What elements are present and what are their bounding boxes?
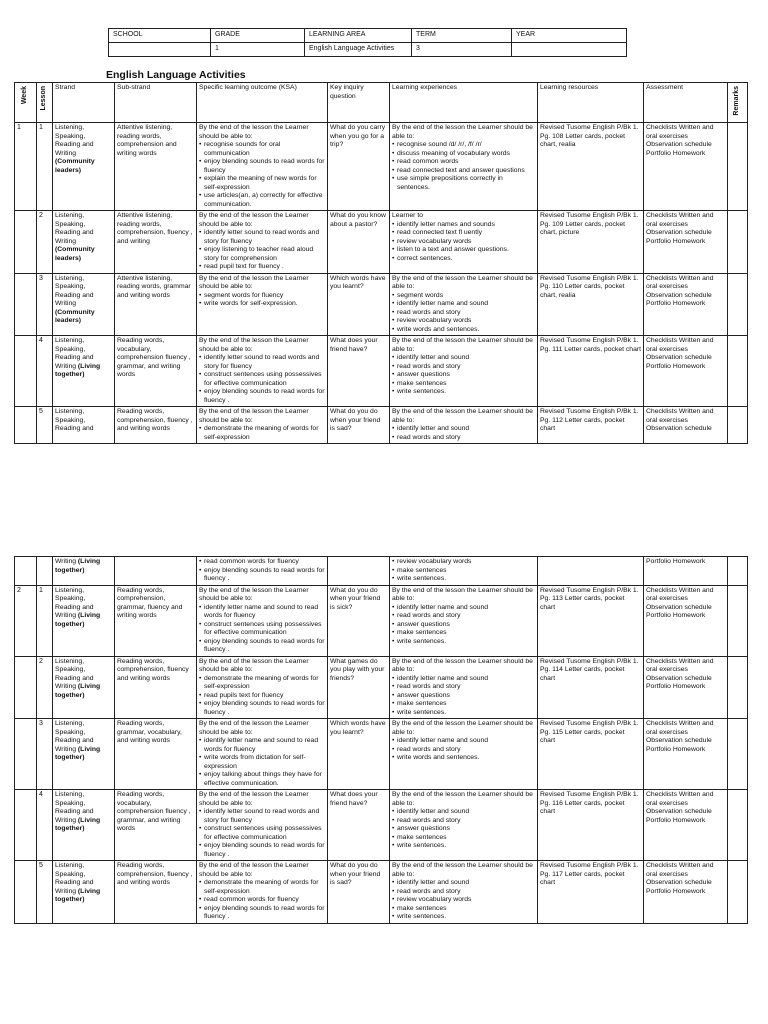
bullet-item: • read words and story <box>392 817 535 826</box>
column-header-row <box>15 83 748 123</box>
experiences-intro: By the end of the lesson the Learner should be able to: <box>392 124 533 140</box>
remarks-cell <box>728 585 748 656</box>
bullet-item: • identify letter name and sound <box>392 300 535 309</box>
bullet-item: • write words from dictation for self-expression <box>199 754 325 771</box>
resources-cell: Revised Tusome English P/Bk 1. Pg. 111 Letter cards, pocket chart <box>538 336 644 407</box>
substrand-header: Sub-strand <box>115 83 197 123</box>
bullet-item: • write sentences. <box>392 388 535 397</box>
outcome-list <box>199 808 325 859</box>
outcome-list <box>199 604 325 655</box>
bullet-item: • review vocabulary words <box>392 317 535 326</box>
assessment-cell: Checklists Written and oral exercises Observation schedule Portfolio Homework <box>644 336 728 407</box>
experiences-list <box>392 558 535 584</box>
remarks-cell <box>728 211 748 274</box>
bullet-item: • answer questions <box>392 371 535 380</box>
strand-cell <box>53 557 115 586</box>
theme-text: (Living together) <box>55 683 101 699</box>
lesson-row <box>15 861 748 924</box>
experiences-intro: By the end of the lesson the Learner should be able to: <box>392 337 533 353</box>
bullet-item: • read words and story <box>392 612 535 621</box>
remarks-cell <box>728 336 748 407</box>
resources-cell: Revised Tusome English P/Bk 1. Pg. 110 Letter cards, pocket chart, realia <box>538 273 644 336</box>
meta-grade-label: GRADE <box>211 29 305 43</box>
bullet-item: • discuss meaning of vocabulary words <box>392 150 535 159</box>
resources-cell: Revised Tusome English P/Bk 1. Pg. 117 Letter cards, pocket chart <box>538 861 644 924</box>
bullet-item: • identify letter sound to read words and story for fluency <box>199 229 325 246</box>
week-cell <box>15 656 37 719</box>
bullet-item: • explain the meaning of new words for self-expression <box>199 175 325 192</box>
bullet-item: • make sentences <box>392 629 535 638</box>
bullet-item: • enjoy blending sounds to read words for fluency . <box>199 905 325 922</box>
outcome-cell <box>197 407 328 444</box>
bullet-item: • enjoy blending sounds to read words for fluency . <box>199 700 325 717</box>
page-gap <box>0 536 768 548</box>
substrand-cell: Reading words, vocabulary, comprehension fluency , grammar, and writing words <box>115 790 197 861</box>
outcome-intro: By the end of the lesson the Learner should be able to: <box>199 586 309 602</box>
strand-cell <box>53 336 115 407</box>
lesson-row <box>15 407 748 444</box>
strand-cell <box>53 407 115 444</box>
strand-cell <box>53 656 115 719</box>
bullet-item: • construct sentences using possessives for effective communication <box>199 371 325 388</box>
experiences-intro: By the end of the lesson the Learner should be able to: <box>392 657 533 673</box>
question-cell: What do you do when your friend is sick? <box>328 585 390 656</box>
remarks-header <box>728 83 748 123</box>
lesson-row <box>15 273 748 336</box>
bullet-item: • construct sentences using possessives for effective communication <box>199 825 325 842</box>
bullet-item: • read words and story <box>392 309 535 318</box>
resources-cell: Revised Tusome English P/Bk 1. Pg. 113 Letter cards, pocket chart <box>538 585 644 656</box>
outcome-intro: By the end of the lesson the Learner should be able to: <box>199 408 309 424</box>
theme-text: (Community leaders) <box>55 308 95 324</box>
substrand-cell: Attentive listening, reading words, comprehension and writing words <box>115 123 197 211</box>
question-cell: What do you do when your friend is sad? <box>328 407 390 444</box>
resources-cell <box>538 557 644 586</box>
bullet-item: • identify letter name and sound to read words for fluency <box>199 604 325 621</box>
bullet-item: • identify letter name and sound <box>392 604 535 613</box>
resources-header: Learning resources <box>538 83 644 123</box>
experiences-list <box>392 141 535 192</box>
outcome-cell <box>197 719 328 790</box>
question-cell: What do you know about a pastor? <box>328 211 390 274</box>
substrand-cell: Reading words, comprehension, grammar, fluency and writing words <box>115 585 197 656</box>
remarks-header-label: Remarks <box>733 86 741 116</box>
page-2-body <box>15 557 748 924</box>
experiences-cell <box>390 407 538 444</box>
strand-text: Listening, Speaking, Reading and Writing <box>55 791 94 824</box>
lesson-header-label: Lesson <box>40 86 48 111</box>
theme-text: (Living together) <box>55 558 101 574</box>
remarks-cell <box>728 861 748 924</box>
bullet-item: • demonstrate the meaning of words for self-expression <box>199 425 325 442</box>
week-cell <box>15 273 37 336</box>
strand-cell <box>53 861 115 924</box>
resources-cell: Revised Tusome English P/Bk 1. Pg. 108 Letter cards, pocket chart, realia <box>538 123 644 211</box>
experiences-cell <box>390 719 538 790</box>
bullet-item: • make sentences <box>392 700 535 709</box>
lesson-cell: 1 <box>37 123 53 211</box>
assessment-cell: Checklists Written and oral exercises Observation schedule Portfolio Homework <box>644 790 728 861</box>
strand-cell <box>53 273 115 336</box>
question-cell: What does your friend have? <box>328 790 390 861</box>
bullet-item: • construct sentences using possessives for effective communication <box>199 621 325 638</box>
strand-cell <box>53 585 115 656</box>
bullet-item: • enjoy blending sounds to read words for fluency . <box>199 638 325 655</box>
bullet-item: • segment words for fluency <box>199 292 325 301</box>
strand-text: Writing <box>55 558 77 565</box>
lesson-cell: 3 <box>37 273 53 336</box>
bullet-item: • read words and story <box>392 888 535 897</box>
strand-text: Listening, Speaking, Reading and Writing <box>55 274 94 307</box>
strand-cell <box>53 123 115 211</box>
experiences-intro: By the end of the lesson the Learner should be able to: <box>392 791 533 807</box>
experiences-list <box>392 354 535 397</box>
bullet-item: • review vocabulary words <box>392 558 535 567</box>
bullet-item: • segment words <box>392 292 535 301</box>
bullet-item: • recognise sounds for oral communication <box>199 141 325 158</box>
experiences-list <box>392 221 535 264</box>
outcome-cell <box>197 861 328 924</box>
week-cell <box>15 719 37 790</box>
bullet-item: • make sentences <box>392 905 535 914</box>
assessment-cell: Checklists Written and oral exercises Observation schedule Portfolio Homework <box>644 273 728 336</box>
bullet-item: • read connected text and answer questions <box>392 167 535 176</box>
bullet-item: • use simple prepositions correctly in sentences. <box>392 175 535 192</box>
experiences-intro: By the end of the lesson the Learner should be able to: <box>392 408 533 424</box>
lesson-row <box>15 790 748 861</box>
experiences-list <box>392 808 535 851</box>
outcome-list <box>199 558 325 584</box>
assessment-cell: Checklists Written and oral exercises Observation schedule Portfolio Homework <box>644 719 728 790</box>
meta-term-value: 3 <box>412 43 512 57</box>
lesson-row <box>15 585 748 656</box>
lesson-row <box>15 557 748 586</box>
bullet-item: • write words and sentences. <box>392 754 535 763</box>
strand-text: Listening, Speaking, Reading and <box>55 408 94 432</box>
outcome-intro: By the end of the lesson the Learner should be able to: <box>199 124 309 140</box>
meta-learning-area-value: English Language Activities <box>305 43 412 57</box>
outcome-cell <box>197 123 328 211</box>
bullet-item: • identify letter sound to read words and story for fluency <box>199 808 325 825</box>
bullet-item: • identify letter name and sound to read words for fluency <box>199 737 325 754</box>
bullet-item: • identify letter and sound <box>392 354 535 363</box>
question-cell: What games do you play with your friends? <box>328 656 390 719</box>
bullet-item: • listen to a text and answer questions. <box>392 246 535 255</box>
experiences-list <box>392 425 535 442</box>
bullet-item: • write sentences. <box>392 913 535 922</box>
resources-cell: Revised Tusome English P/Bk 1. Pg. 116 Letter cards, pocket chart <box>538 790 644 861</box>
bullet-item: • read pupil text for fluency . <box>199 263 325 272</box>
outcome-list <box>199 879 325 922</box>
strand-cell <box>53 719 115 790</box>
bullet-item: • enjoy blending sounds to read words for fluency . <box>199 842 325 859</box>
bullet-item: • answer questions <box>392 621 535 630</box>
strand-text: Listening, Speaking, Reading and Writing <box>55 124 94 157</box>
experiences-intro: Learner to <box>392 212 423 219</box>
experiences-cell <box>390 656 538 719</box>
lesson-header <box>37 83 53 123</box>
bullet-item: • correct sentences. <box>392 255 535 264</box>
experiences-intro: By the end of the lesson the Learner should be able to: <box>392 586 533 602</box>
experiences-cell <box>390 861 538 924</box>
lesson-cell: 5 <box>37 407 53 444</box>
question-cell: What do you carry when you go for a trip? <box>328 123 390 211</box>
bullet-item: • use articles(an, a) correctly for effective communication. <box>199 192 325 209</box>
lesson-cell <box>37 557 53 586</box>
experiences-cell <box>390 585 538 656</box>
bullet-item: • read words and story <box>392 434 535 443</box>
bullet-item: • identify letter and sound <box>392 879 535 888</box>
bullet-item: • make sentences <box>392 380 535 389</box>
week-cell: 2 <box>15 585 37 656</box>
experiences-list <box>392 292 535 335</box>
bullet-item: • write sentences. <box>392 575 535 584</box>
bullet-item: • write sentences. <box>392 638 535 647</box>
assessment-cell: Portfolio Homework <box>644 557 728 586</box>
lesson-cell: 2 <box>37 211 53 274</box>
resources-cell: Revised Tusome English P/Bk 1. Pg. 114 Letter cards, pocket chart <box>538 656 644 719</box>
theme-text: (Living together) <box>55 816 101 832</box>
week-cell: 1 <box>15 123 37 211</box>
outcome-intro: By the end of the lesson the Learner should be able to: <box>199 212 309 228</box>
lesson-cell: 3 <box>37 719 53 790</box>
outcome-intro: By the end of the lesson the Learner should be able to: <box>199 862 309 878</box>
strand-text: Listening, Speaking, Reading and Writing <box>55 586 94 619</box>
bullet-item: • write sentences. <box>392 709 535 718</box>
lesson-cell: 4 <box>37 790 53 861</box>
bullet-item: • identify letter sound to read words and story for fluency <box>199 354 325 371</box>
bullet-item: • enjoy talking about things they have for effective communication. <box>199 771 325 788</box>
substrand-cell: Reading words, comprehension, fluency , and writing words <box>115 407 197 444</box>
bullet-item: • read common words for fluency <box>199 896 325 905</box>
meta-term-label: TERM <box>412 29 512 43</box>
outcome-cell <box>197 585 328 656</box>
week-cell <box>15 336 37 407</box>
outcome-cell <box>197 557 328 586</box>
bullet-item: • enjoy blending sounds to read words for fluency . <box>199 567 325 584</box>
bullet-item: • identify letter and sound <box>392 425 535 434</box>
question-cell: What does your friend have? <box>328 336 390 407</box>
meta-grade-value: 1 <box>211 43 305 57</box>
theme-text: (Living together) <box>55 745 101 761</box>
question-cell <box>328 557 390 586</box>
bullet-item: • answer questions <box>392 825 535 834</box>
bullet-item: • identify letter names and sounds <box>392 221 535 230</box>
bullet-item: • read common words for fluency <box>199 558 325 567</box>
resources-cell: Revised Tusome English P/Bk 1. Pg. 112 Letter cards, pocket chart <box>538 407 644 444</box>
remarks-cell <box>728 719 748 790</box>
question-header: Key inquiry question <box>328 83 390 123</box>
strand-text: Listening, Speaking, Reading and Writing <box>55 212 94 245</box>
week-cell <box>15 557 37 586</box>
experiences-cell <box>390 211 538 274</box>
lesson-row <box>15 211 748 274</box>
assessment-cell: Checklists Written and oral exercises Observation schedule Portfolio Homework <box>644 585 728 656</box>
theme-text: (Living together) <box>55 612 101 628</box>
bullet-item: • write words for self-expression. <box>199 300 325 309</box>
theme-text: (Community leaders) <box>55 246 95 262</box>
outcome-cell <box>197 336 328 407</box>
experiences-cell <box>390 336 538 407</box>
strand-cell <box>53 790 115 861</box>
question-cell: Which words have you learnt? <box>328 719 390 790</box>
outcome-intro: By the end of the lesson the Learner should be able to: <box>199 657 309 673</box>
scheme-table-page-1 <box>14 82 748 444</box>
outcome-list <box>199 737 325 788</box>
outcome-cell <box>197 273 328 336</box>
bullet-item: • review vocabulary words <box>392 238 535 247</box>
experiences-intro: By the end of the lesson the Learner should be able to: <box>392 720 533 736</box>
theme-text: (Living together) <box>55 362 101 378</box>
substrand-cell: Reading words, grammar, vocabulary, and writing words <box>115 719 197 790</box>
substrand-cell: Reading words, comprehension, fluency , and writing words <box>115 861 197 924</box>
outcome-header: Specific learning outcome (KSA) <box>197 83 328 123</box>
strand-cell <box>53 211 115 274</box>
bullet-item: • enjoy blending sounds to read words for fluency . <box>199 388 325 405</box>
substrand-cell: Attentive listening, reading words, grammar and writing words <box>115 273 197 336</box>
bullet-item: • answer questions <box>392 692 535 701</box>
week-cell <box>15 407 37 444</box>
strand-text: Listening, Speaking, Reading and Writing <box>55 337 94 370</box>
lesson-row <box>15 336 748 407</box>
strand-text: Listening, Speaking, Reading and Writing <box>55 720 94 753</box>
bullet-item: • enjoy blending sounds to read words for fluency <box>199 158 325 175</box>
week-header-label: Week <box>21 86 29 105</box>
meta-header-row <box>109 29 627 43</box>
experiences-list <box>392 675 535 718</box>
outcome-cell <box>197 790 328 861</box>
question-cell: Which words have you learnt? <box>328 273 390 336</box>
bullet-item: • identify letter and sound <box>392 808 535 817</box>
assessment-cell: Checklists Written and oral exercises Observation schedule Portfolio Homework <box>644 861 728 924</box>
meta-value-row <box>109 43 627 57</box>
outcome-list <box>199 425 325 442</box>
substrand-cell: Attentive listening, reading words, comprehension, fluency , and writing <box>115 211 197 274</box>
outcome-list <box>199 354 325 405</box>
week-header <box>15 83 37 123</box>
bullet-item: • read common words <box>392 158 535 167</box>
remarks-cell <box>728 407 748 444</box>
bullet-item: • write words and sentences. <box>392 326 535 335</box>
substrand-cell: Reading words, vocabulary, comprehension fluency , grammar, and writing words <box>115 336 197 407</box>
outcome-cell <box>197 656 328 719</box>
page-1-body <box>15 123 748 444</box>
experiences-list <box>392 604 535 647</box>
bullet-item: • read words and story <box>392 746 535 755</box>
experiences-cell <box>390 790 538 861</box>
bullet-item: • read pupils text for fluency <box>199 692 325 701</box>
lesson-cell: 1 <box>37 585 53 656</box>
strand-text: Listening, Speaking, Reading and Writing <box>55 657 94 690</box>
lesson-cell: 4 <box>37 336 53 407</box>
strand-text: Listening, Speaking, Reading and Writing <box>55 862 94 895</box>
bullet-item: • identify letter name and sound <box>392 675 535 684</box>
question-cell: What do you do when your friend is sad? <box>328 861 390 924</box>
remarks-cell <box>728 790 748 861</box>
assessment-header: Assessment <box>644 83 728 123</box>
outcome-list <box>199 229 325 272</box>
week-cell <box>15 790 37 861</box>
meta-learning-area-label: LEARNING AREA <box>305 29 412 43</box>
experiences-cell <box>390 123 538 211</box>
theme-text: (Community leaders) <box>55 158 95 174</box>
document-title: English Language Activities <box>106 69 246 81</box>
remarks-cell <box>728 557 748 586</box>
experiences-intro: By the end of the lesson the Learner should be able to: <box>392 862 533 878</box>
experiences-header: Learning experiences <box>390 83 538 123</box>
bullet-item: • enjoy listening to teacher read aloud story for comprehension <box>199 246 325 263</box>
outcome-intro: By the end of the lesson the Learner should be able to: <box>199 337 309 353</box>
lesson-row <box>15 656 748 719</box>
meta-table <box>108 28 627 57</box>
strand-header: Strand <box>53 83 115 123</box>
outcome-intro: By the end of the lesson the Learner should be able to: <box>199 720 309 736</box>
meta-school-label: SCHOOL <box>109 29 211 43</box>
outcome-cell <box>197 211 328 274</box>
outcome-list <box>199 141 325 209</box>
experiences-list <box>392 737 535 763</box>
lesson-row <box>15 123 748 211</box>
bullet-item: • review vocabulary words <box>392 896 535 905</box>
week-cell <box>15 211 37 274</box>
assessment-cell: Checklists Written and oral exercises Observation schedule <box>644 407 728 444</box>
outcome-intro: By the end of the lesson the Learner should be able to: <box>199 274 309 290</box>
lesson-cell: 2 <box>37 656 53 719</box>
resources-cell: Revised Tusome English P/Bk 1. Pg. 115 Letter cards, pocket chart <box>538 719 644 790</box>
bullet-item: • recognise sound /d/ /r/, /f/ /r/ <box>392 141 535 150</box>
meta-year-value <box>512 43 627 57</box>
lesson-cell: 5 <box>37 861 53 924</box>
bullet-item: • demonstrate the meaning of words for self-expression <box>199 879 325 896</box>
bullet-item: • identify letter name and sound <box>392 737 535 746</box>
bullet-item: • demonstrate the meaning of words for self-expression <box>199 675 325 692</box>
outcome-intro: By the end of the lesson the Learner should be able to: <box>199 791 309 807</box>
theme-text: (Living together) <box>55 887 101 903</box>
substrand-cell <box>115 557 197 586</box>
bullet-item: • read connected text fl uently <box>392 229 535 238</box>
bullet-item: • make sentences <box>392 567 535 576</box>
outcome-list <box>199 675 325 718</box>
lesson-row <box>15 719 748 790</box>
outcome-list <box>199 292 325 309</box>
bullet-item: • write sentences. <box>392 842 535 851</box>
meta-year-label: YEAR <box>512 29 627 43</box>
bullet-item: • read words and story <box>392 363 535 372</box>
bullet-item: • read words and story <box>392 683 535 692</box>
assessment-cell: Checklists Written and oral exercises Observation schedule Portfolio Homework <box>644 656 728 719</box>
bullet-item: • make sentences <box>392 834 535 843</box>
assessment-cell: Checklists Written and oral exercises Observation schedule Portfolio Homework <box>644 211 728 274</box>
page-two <box>0 548 768 1024</box>
assessment-cell: Checklists Written and oral exercises Observation schedule Portfolio Homework <box>644 123 728 211</box>
remarks-cell <box>728 123 748 211</box>
remarks-cell <box>728 656 748 719</box>
experiences-intro: By the end of the lesson the Learner should be able to: <box>392 274 533 290</box>
experiences-cell <box>390 557 538 586</box>
remarks-cell <box>728 273 748 336</box>
scheme-table-page-2 <box>14 556 748 924</box>
resources-cell: Revised Tusome English P/Bk 1. Pg. 109 Letter cards, pocket chart, picture <box>538 211 644 274</box>
experiences-cell <box>390 273 538 336</box>
meta-school-value <box>109 43 211 57</box>
substrand-cell: Reading words, comprehension, fluency and writing words <box>115 656 197 719</box>
week-cell <box>15 861 37 924</box>
experiences-list <box>392 879 535 922</box>
